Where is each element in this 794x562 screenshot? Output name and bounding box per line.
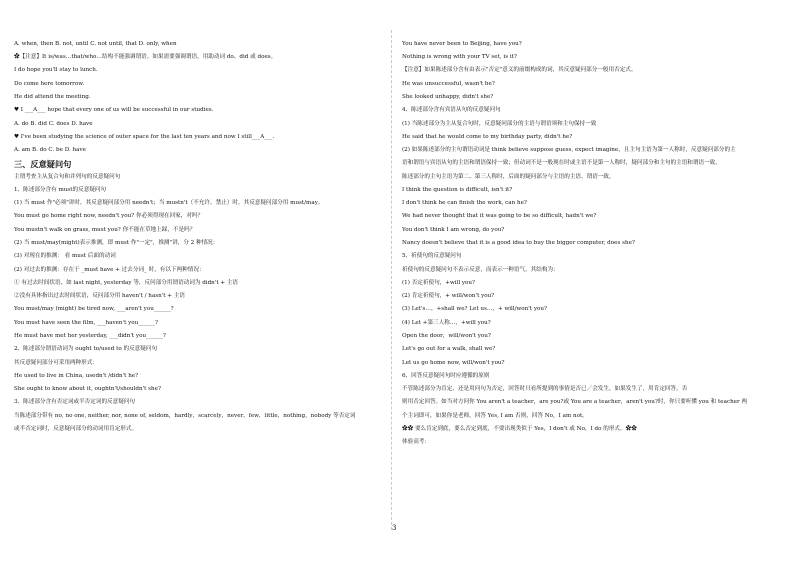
right-text-line: He was unsuccessful, wasn't he? bbox=[402, 81, 495, 87]
left-text-line: (2) 对过去的推测：存在于 _must have + 过去分词_ 时，有以下两种情况： bbox=[14, 267, 205, 273]
right-text-line: I don't think he can finish the work, can he? bbox=[402, 200, 527, 206]
right-text-line: We had never thought that it was going to be so difficult, hadn't we? bbox=[402, 213, 597, 219]
left-text-line: (3) 对现在的推测： 看 must 后面的动词 bbox=[14, 253, 116, 259]
left-text-line: (1) 当 must 作"必须"讲时，其反意疑问部分用 needn't；当 mustn't（不允许、禁止）时，其反意疑问部分用 must/may。 bbox=[14, 200, 324, 206]
left-text-line: 1、陈述部分含有 must的反意疑问句 bbox=[14, 187, 107, 193]
right-text-line: I think the question is difficult, isn't it? bbox=[402, 187, 513, 193]
right-text-line: 个主词即可，如果你是老师，回答 Yes, I am 否则，回答 No，I am not。 bbox=[402, 413, 588, 419]
left-text-line: You must/may (might) be tired now, ___aren't you______? bbox=[14, 306, 174, 312]
right-text-line: 5、祈使句的反意疑问句 bbox=[402, 253, 462, 259]
right-text-line: She looked unhappy, didn't she? bbox=[402, 94, 494, 100]
right-text-line: You don't think I am wrong, do you? bbox=[402, 227, 505, 233]
left-text-line: 主谓考查主从复合句和并列句的反意疑问句 bbox=[14, 174, 121, 180]
left-text-line: A. am B. do C. be D. have bbox=[14, 147, 86, 153]
left-text-line: You mustn't walk on grass, must you? 你不能在草地上踩，不是吗？ bbox=[14, 227, 196, 233]
right-text-line: (2) 肯定祈使句，+ will/won't you? bbox=[402, 293, 495, 299]
right-text-line: ✿✿ 要么肯定到底，要么否定到底，不要出现类似于 Yes，I don't 或 No，I do 的形式。✿✿ bbox=[402, 426, 637, 432]
left-text-line: He did attend the meeting. bbox=[14, 94, 91, 100]
right-text-line: 不管陈述部分为肯定，还是用问句为否定，回答时只看所提到的事情是否已／会发生，如果发生了，用肯定回答，否 bbox=[402, 386, 688, 392]
left-text-line: 其反意疑问部分可采用两种形式： bbox=[14, 360, 98, 366]
right-text-line: 6、回答反意疑问句时应遵循的原则 bbox=[402, 373, 490, 379]
right-text-line: He said that he would come to my birthday party, didn't he? bbox=[402, 134, 573, 140]
right-text-line: (1) 否定祈使句，+will you? bbox=[402, 280, 476, 286]
left-text-line: I do hope you'll stay to lunch. bbox=[14, 67, 98, 73]
left-text-line: She ought to know about it, oughtn't/shouldn't she? bbox=[14, 386, 161, 392]
right-text-line: You have never been to Beijing, have you? bbox=[402, 41, 522, 47]
left-text-line: ♥ I ___A___ hope that every one of us will be successful in our studies. bbox=[14, 107, 214, 113]
right-text-line: Nothing is wrong with your TV set, is it? bbox=[402, 54, 517, 60]
left-text-line: 3、陈述部分含有否定词或半否定词的反意疑问句 bbox=[14, 399, 136, 405]
column-divider bbox=[391, 30, 393, 530]
right-text-line: 【注意】如果陈述部分含有由表示"否定"意义的前缀构成的词，其反意疑问部分一般用否定式。 bbox=[402, 67, 637, 73]
left-text-line: Do come here tomorrow. bbox=[14, 81, 85, 87]
right-text-line: 陈述部分的主句主语为第二、第三人称时，后面的疑问部分与主语的主语、谓语一致。 bbox=[402, 174, 615, 180]
right-text-line: 语和谓语与宾语从句的主语和谓语保持一致；但动词不是一般现在时或主语不是第一人称时，疑问部分和主句的主语和谓语一致。 bbox=[402, 160, 721, 166]
right-text-line: Let's go out for a walk, shall we? bbox=[402, 346, 496, 352]
right-text-line: Open the door，will/won't you? bbox=[402, 333, 491, 339]
right-text-line: Nancy doesn't believe that it is a good idea to buy the bigger computer, does she? bbox=[402, 240, 635, 246]
left-text-line: A. do B. did C. does D. have bbox=[14, 121, 93, 127]
left-text-line: He must have met her yesterday, ___didn't you______? bbox=[14, 333, 166, 339]
left-text-line: ♥ I've been studying the science of outer space for the last ten years and now I still___A___. bbox=[14, 134, 275, 140]
right-text-line: Let us go home now, will/won't you? bbox=[402, 360, 505, 366]
left-text-line: 当陈述部分带有 no, no one, neither, nor, none of, seldom，hardly，scarcely，never，few，little，nothing，nobody 等否定词 bbox=[14, 413, 356, 419]
left-text-line: You must go home right now, needn't you? 你必须得现在回家，对吗？ bbox=[14, 213, 204, 219]
left-text-line: (2) 当 must/may(might)表示推测，即 must 作"一定"，推测"讲，分 2 种情况： bbox=[14, 240, 219, 246]
page-number: 3 bbox=[392, 524, 397, 532]
left-text-line: ① 有过去时间状语，如 last night, yesterday 等，反问部分用谓语动词为 didn't + 主语 bbox=[14, 280, 238, 286]
left-text-line: ②没有具体指出过去时间状语，反问部分用 haven't / hasn't + 主语 bbox=[14, 293, 185, 299]
right-text-line: (4) Let +第三人称…，+will you? bbox=[402, 320, 491, 326]
left-text-line: He used to live in China, usedn't /didn't he? bbox=[14, 373, 139, 379]
left-text-line: 或半否定词时，反意疑问部分的动词用肯定形式。 bbox=[14, 426, 138, 432]
right-text-line: (2) 如果陈述部分的主句谓语动词是 think believe suppose guess, expect imagine，且主句主语为第一人称时，反意疑问部分的主 bbox=[402, 147, 736, 153]
left-text-line: 2、陈述部分谓语动词为 ought to/used to 的反意疑问句 bbox=[14, 346, 158, 352]
right-text-line: (1) 当陈述部分为主从复合句时，反意疑问部分的主语与谓语须和主句保持一致 bbox=[402, 121, 597, 127]
left-text-line: A. when, then B. not, until C. not until, that D. only, when bbox=[14, 41, 177, 47]
left-text-line: You must have seen the film, ___haven't you______? bbox=[14, 320, 159, 326]
right-text-line: 则用否定回答。如当对方问你 You aren't a teacher，are you?或 You are a teacher，aren't you?时，你只要听懂 you 和 teacher 两 bbox=[402, 399, 748, 405]
left-text-line: ✿【注意】It is/was…that/who…结构不能强调谓语。如果需要强调谓语，用助动词 do、did 或 does。 bbox=[14, 54, 277, 60]
right-text-line: (3) Let's…，+shall we? Let us…，+ will/won't you? bbox=[402, 306, 547, 312]
right-text-line: 4、陈述部分含有宾语从句的反意疑问句 bbox=[402, 107, 501, 113]
left-section-heading: 三、反意疑问句 bbox=[14, 159, 72, 169]
right-text-line: 体验高考： bbox=[402, 439, 430, 445]
right-text-line: 祈使句的反意疑问句不表示反意，而表示一种语气，其结构为： bbox=[402, 267, 559, 273]
